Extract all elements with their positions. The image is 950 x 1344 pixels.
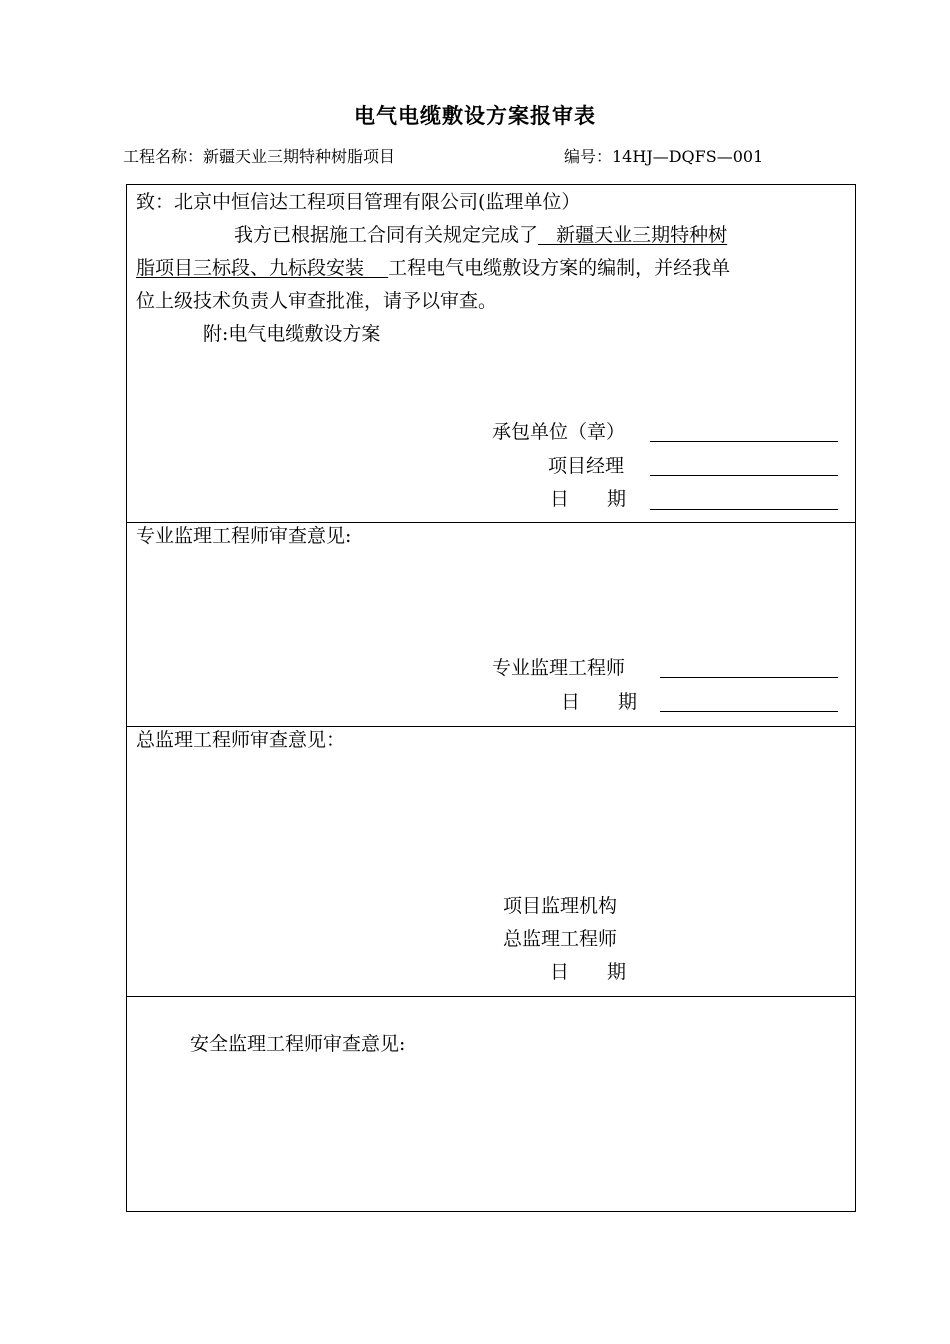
contractor-signature-line[interactable] [650, 441, 838, 442]
project-manager-label: 项目经理 [548, 455, 625, 477]
attachment-line: 附:电气电缆敷设方案 [203, 323, 381, 345]
safety-engineer-section [127, 997, 855, 1211]
specialty-review-heading: 专业监理工程师审查意见: [136, 525, 352, 547]
specialty-engineer-label: 专业监理工程师 [492, 657, 626, 679]
statement-suffix: 工程电气电缆敷设方案的编制，并经我单 [388, 257, 731, 279]
chief-review-heading: 总监理工程师审查意见： [136, 729, 346, 751]
statement-line-3: 位上级技术负责人审查批准，请予以审查。 [136, 290, 498, 312]
safety-review-heading: 安全监理工程师审查意见: [190, 1033, 406, 1055]
supervision-org-label: 项目监理机构 [503, 895, 618, 917]
contractor-seal-label: 承包单位（章） [492, 421, 626, 443]
document-number: 编号：14HJ—DQFS—001 [564, 147, 764, 166]
submission-date-label: 日 期 [550, 488, 627, 510]
form-title: 电气电缆敷设方案报审表 [354, 104, 596, 128]
submission-section [127, 185, 855, 523]
specialty-date-line[interactable] [660, 711, 838, 712]
statement-line-1 [234, 218, 727, 252]
project-manager-signature-line[interactable] [650, 475, 838, 476]
statement-line-2 [136, 251, 730, 285]
submission-date-line[interactable] [650, 509, 838, 510]
review-form-table [126, 184, 856, 1212]
project-blank-part-2: 脂项目三标段、九标段安装 [136, 257, 389, 279]
specialty-engineer-section [127, 523, 855, 727]
chief-engineer-section [127, 727, 855, 997]
chief-engineer-label: 总监理工程师 [503, 928, 618, 950]
addressee-line: 致：北京中恒信达工程项目管理有限公司(监理单位） [136, 191, 581, 213]
specialty-date-label: 日 期 [561, 691, 638, 713]
chief-date-label: 日 期 [550, 961, 627, 983]
project-blank-part-1: 新疆天业三期特种树 [538, 224, 728, 246]
specialty-engineer-signature-line[interactable] [660, 677, 838, 678]
statement-prefix: 我方已根据施工合同有关规定完成了 [234, 224, 539, 246]
project-name: 工程名称：新疆天业三期特种树脂项目 [123, 147, 396, 166]
